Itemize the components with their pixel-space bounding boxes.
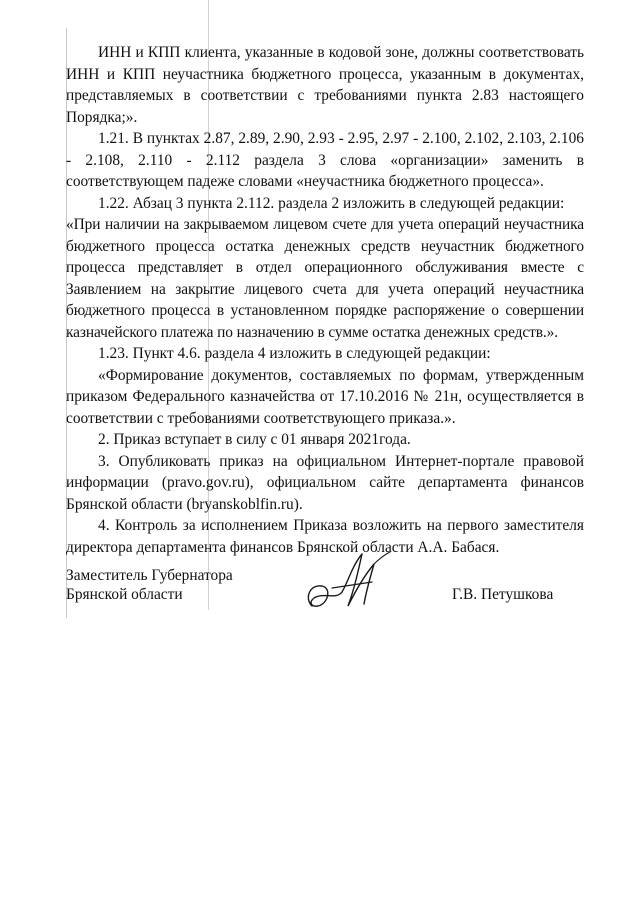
paragraph-2: 2. Приказ вступает в силу с 01 января 2021года. — [98, 431, 411, 448]
handwritten-signature — [302, 548, 394, 620]
signatory-title-line2: Брянской области — [66, 586, 183, 603]
paragraph-inn-kpp: ИНН и КПП клиента, указанные в кодовой зоне, должны соответствовать ИНН и КПП неучастника бюджетного процесса, указанным в документах, представляемых в соответствии с требованиями пункта 2.83 настоящего Порядка;». — [66, 44, 584, 126]
paragraph-1-21: 1.21. В пунктах 2.87, 2.89, 2.90, 2.93 - 2.95, 2.97 - 2.100, 2.102, 2.103, 2.106 - 2.108, 2.110 - 2.112 раздела 3 слова «организации» заменить в соответствующем падеже словами «неучастника бюджетного процесса». — [66, 130, 584, 190]
paragraph-1-22: 1.22. Абзац 3 пункта 2.112. раздела 2 изложить в следующей редакции: — [98, 194, 565, 212]
document-body — [66, 42, 584, 558]
paragraph-3: 3. Опубликовать приказ на официальном Интернет-портале правовой информации (pravo.gov.ru), официальном сайте департамента финансов Брянской области (bryanskoblfin.ru). — [66, 452, 584, 513]
signatory-title — [66, 566, 233, 604]
paragraph-4: 4. Контроль за исполнением Приказа возложить на первого заместителя директора департамента финансов Брянской области А.А. Бабася. — [66, 517, 584, 556]
paragraph-1-23: 1.23. Пункт 4.6. раздела 4 изложить в следующей редакции: — [98, 345, 491, 362]
signatory-name: Г.В. Петушкова — [452, 586, 554, 603]
paragraph-1-22-quote: «При наличии на закрываемом лицевом счете для учета операций неучастника бюджетного процесса остатка денежных средств неучастник бюджетного процесса представляет в отдел операционного обслуживания вместе с Заявлением на закрытие лицевого счета для учета операций неучастника бюджетного процесса в установленном порядке распоряжение о совершении казначейского платежа по назначению в сумме остатка денежных средств.». — [66, 216, 584, 341]
paragraph-1-23-quote: «Формирование документов, составляемых по формам, утвержденным приказом Федерального казначейства от 17.10.2016 № 21н, осуществляется в соответствии с требованиями соответствующего приказа.». — [66, 366, 584, 427]
signatory-title-line1: Заместитель Губернатора — [66, 567, 233, 584]
